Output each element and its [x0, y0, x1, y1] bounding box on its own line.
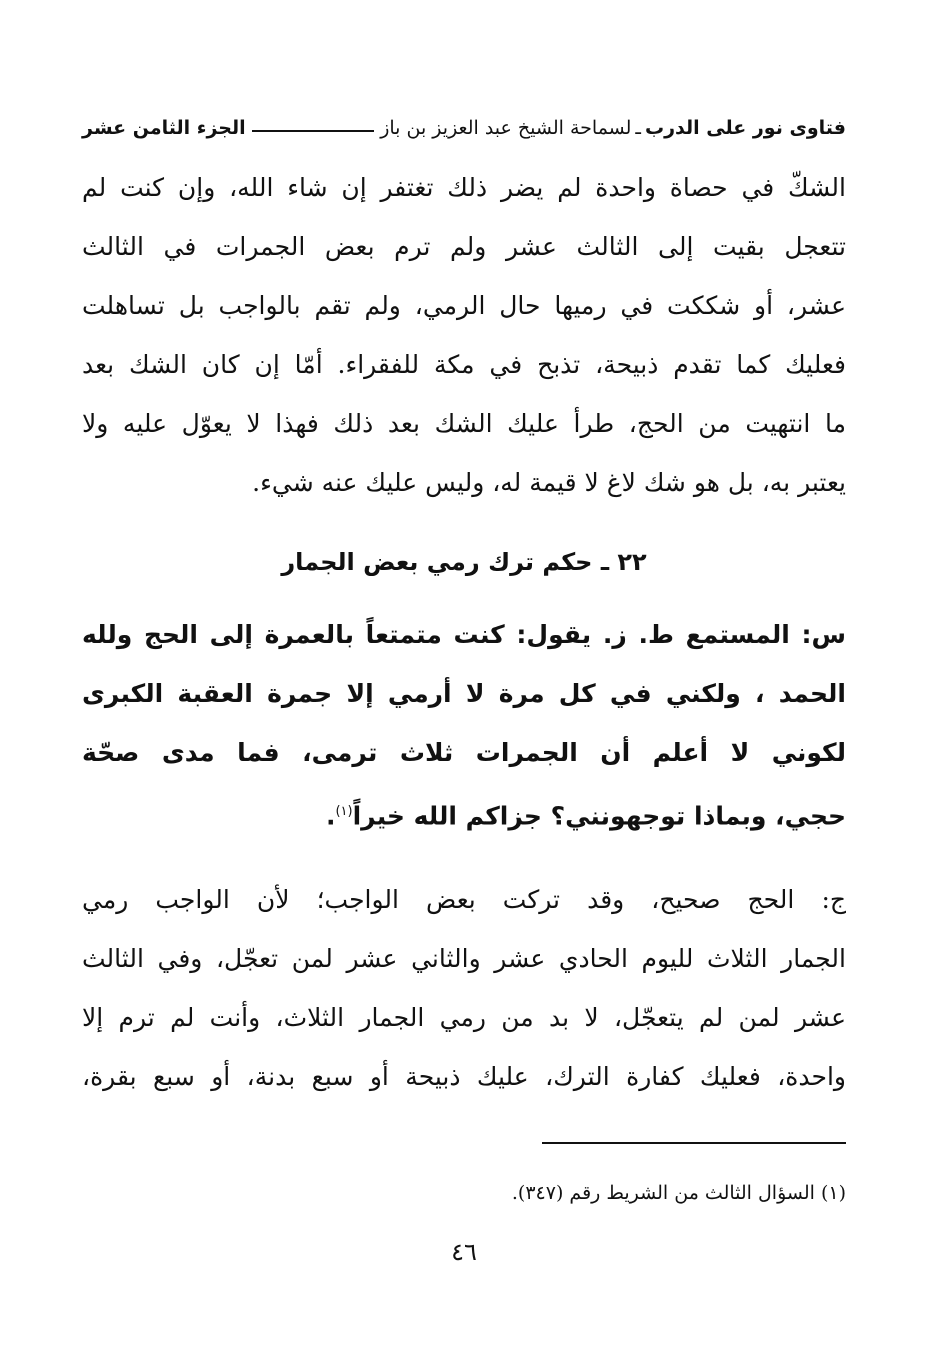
answer-line: الجمار الثلاث لليوم الحادي عشر والثاني عشر لمن تعجّل، وفي الثالث: [82, 944, 846, 973]
answer-line: عشر لمن لم يتعجّل، لا بد من رمي الجمار الثلاث، وأنت لم ترم إلا: [82, 1003, 846, 1032]
question-line-text: حجي، وبماذا توجهونني؟ جزاكم الله خيراً: [352, 801, 846, 831]
page-number: ٤٦: [451, 1238, 477, 1266]
header-volume: الجزء الثامن عشر: [82, 117, 246, 139]
question-line: الحمد ، ولكني في كل مرة لا أرمي إلا جمرة العقبة الكبرى: [82, 679, 846, 708]
answer-line: واحدة، فعليك كفارة الترك، عليك ذبيحة أو سبع بدنة، أو سبع بقرة،: [82, 1062, 846, 1091]
question-paragraph: [82, 605, 846, 841]
header-book-title: فتاوى نور على الدرب: [645, 117, 846, 139]
question-line-last: [82, 782, 846, 841]
paragraph-line: ما انتهيت من الحج، طرأ عليك الشك بعد ذلك فهذا لا يعوّل عليه ولا: [82, 409, 846, 438]
section-heading: ٢٢ ـ حكم ترك رمي بعض الجمار: [281, 548, 647, 576]
footnote-divider: [542, 1142, 846, 1144]
paragraph-line: تتعجل بقيت إلى الثالث عشر ولم ترم بعض الجمرات في الثالث: [82, 232, 846, 261]
paragraph-line: الشكّ في حصاة واحدة لم يضر ذلك تغتفر إن شاء الله، وإن كنت لم: [82, 173, 846, 202]
paragraph-line: فعليك كما تقدم ذبيحة، تذبح في مكة للفقراء. أمّا إن كان الشك بعد: [82, 350, 846, 379]
header-rule: [252, 130, 375, 132]
answer-line: ج: الحج صحيح، وقد تركت بعض الواجب؛ لأن الواجب رمي: [82, 885, 846, 914]
header-author: لسماحة الشيخ عبد العزيز بن باز: [380, 117, 632, 139]
paragraph-line: يعتبر به، بل هو شك لاغ لا قيمة له، وليس عليك عنه شيء.: [252, 468, 846, 497]
question-end-period: .: [325, 801, 336, 831]
paragraph-line: عشر، أو شككت في رميها حال الرمي، ولم تقم بالواجب بل تساهلت: [82, 291, 846, 320]
footnote-text: (١) السؤال الثالث من الشريط رقم (٣٤٧).: [511, 1182, 846, 1204]
answer-paragraph: [82, 870, 846, 1106]
question-line: س: المستمع ط. ز. يقول: كنت متمتعاً بالعمرة إلى الحج ولله: [82, 620, 846, 649]
paragraph-previous-answer: [82, 158, 846, 512]
header-dash: ـ: [635, 117, 641, 139]
running-header: [82, 112, 846, 144]
question-line: لكوني لا أعلم أن الجمرات ثلاث ترمى، فما مدى صحّة: [82, 738, 846, 767]
footnote-reference[interactable]: (١): [335, 804, 353, 819]
